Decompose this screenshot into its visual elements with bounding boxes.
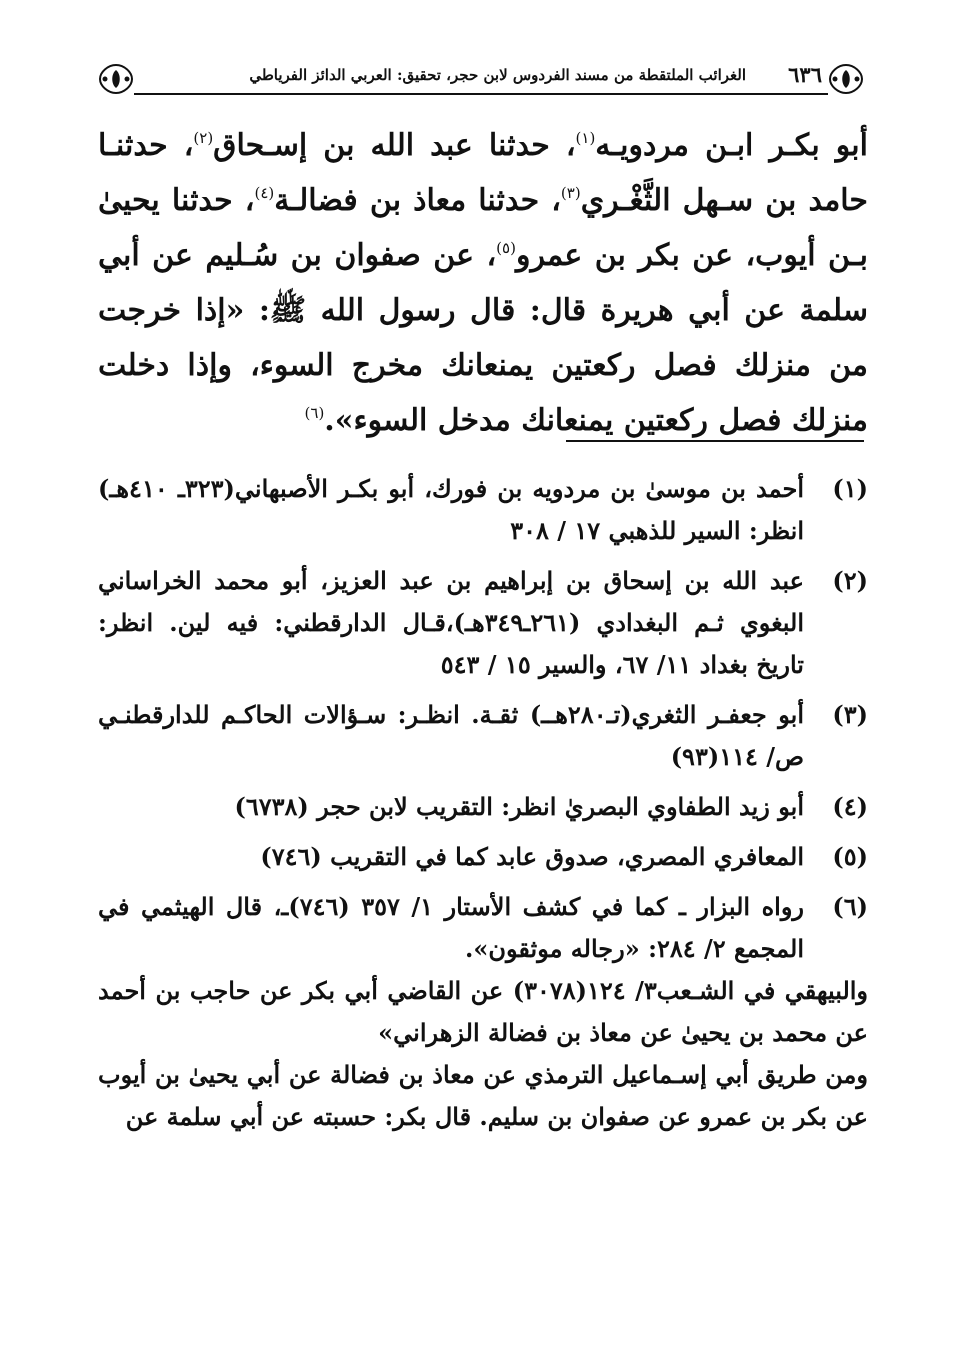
footnote-ref[interactable]: (٣) [560, 184, 581, 202]
footnote-text: رواه البزار ـ كما في كشف الأستار ١/ ٣٥٧ (٧٤٦)ـ، قال الهيثمي في المجمع ٢/ ٢٨٤: «رجاله موثقون». [98, 892, 805, 963]
footnote-number: (١) [832, 474, 868, 503]
footnote-item [98, 886, 868, 970]
text-segment: ، حدثنـا حامد بن سـهل الثَّغْـري [98, 128, 868, 218]
text-segment: أبو بكـر ابـن مردويـه [595, 128, 868, 163]
hadith-text [98, 118, 868, 448]
footnote-item [98, 786, 868, 828]
footnote-ref[interactable]: (٦) [304, 404, 325, 422]
text-segment: ، عن صفوان بن سُـليم عن أبي سلمة عن أبي هريرة قال: قال رسول الله ﷺ: «إذا خرجت من منزلك فصل ركعتين يمنعانك مخرج السوء، وإذا دخلت منزلك فصل ركعتين يمنعانك مدخل السوء». [98, 238, 868, 438]
footnote-ref[interactable]: (٥) [496, 239, 516, 257]
footnote-text: أحمد بن موسىٰ بن مردويه بن فورك، أبو بكـر الأصبهاني(٣٢٣ـ ٤١٠هـ) انظر: السير للذهبي ١٧ / ٣٠٨ [98, 474, 804, 545]
header-rule [134, 93, 828, 95]
footnote-separator [566, 440, 864, 442]
footnotes [98, 468, 868, 1138]
running-header [96, 62, 866, 96]
footnote-number: (٣) [832, 700, 868, 729]
footnote-item [98, 468, 868, 552]
ornament-icon [826, 62, 866, 96]
header-title: الغرائب الملتقطة من مسند الفردوس لابن حجر، تحقيق: العربي الدائز الفرياطي [249, 66, 746, 84]
page-number: ٦٣٦ [788, 62, 822, 87]
text-segment: ، حدثنا معاذ بن فضالـة [274, 183, 561, 218]
footnote-item [98, 560, 868, 686]
footnote-text: عبد الله بن إسحاق بن إبراهيم بن عبد العزيز، أبو محمد الخراساني البغوي ثـم البغدادي (٢٦١ـ٣٤٩هـ)،قـال الدارقطني: فيه لين. انظر: تاريخ بغداد ١١/ ٦٧، والسير ١٥ / ٥٤٣ [98, 566, 804, 679]
footnote-text: أبو جعفـر الثغري(تـ٢٨٠هــ) ثقـة. انظـر: سـؤالات الحاكـم للدارقطنـي ص/ ١١٤(٩٣) [98, 700, 804, 771]
footnote-ref[interactable]: (١) [575, 129, 596, 147]
footnote-number: (٦) [832, 892, 868, 921]
footnote-continuation: ومن طريق أبي إسـماعيل الترمذي عن معاذ بن فضالة عن أبي يحيىٰ بن أيوب عن بكر بن عمرو عن صفوان بن سليم. قال بكر: حسبته عن أبي سلمة عن [98, 1060, 868, 1131]
footnote-text: أبو زيد الطفاوي البصريٰ انظر: التقريب لابن حجر (٦٧٣٨) [234, 792, 804, 821]
footnote-ref[interactable]: (٤) [254, 184, 275, 202]
footnote-number: (٥) [832, 842, 868, 871]
footnote-ref[interactable]: (٢) [193, 129, 214, 147]
footnote-text: المعافري المصري، صدوق عابد كما في التقريب (٧٤٦) [260, 842, 804, 871]
footnote-number: (٢) [832, 566, 868, 595]
text-segment: ، حدثنا يحيىٰ بـن أيوب، عن بكر بن عمرو [98, 183, 868, 273]
footnote-item [98, 836, 868, 878]
footnote-continuation: والبيهقي في الشـعب٣/ ١٢٤(٣٠٧٨) عن القاضي أبي بكر عن حاجب بن أحمد عن محمد بن يحيىٰ عن معاذ بن فضالة الزهراني» [98, 976, 869, 1047]
footnote-item [98, 694, 868, 778]
hadith-paragraph [98, 118, 868, 448]
text-segment: ، حدثنا عبد الله بن إسـحاق [213, 128, 576, 163]
footnote-number: (٤) [832, 792, 868, 821]
ornament-icon [96, 62, 136, 96]
